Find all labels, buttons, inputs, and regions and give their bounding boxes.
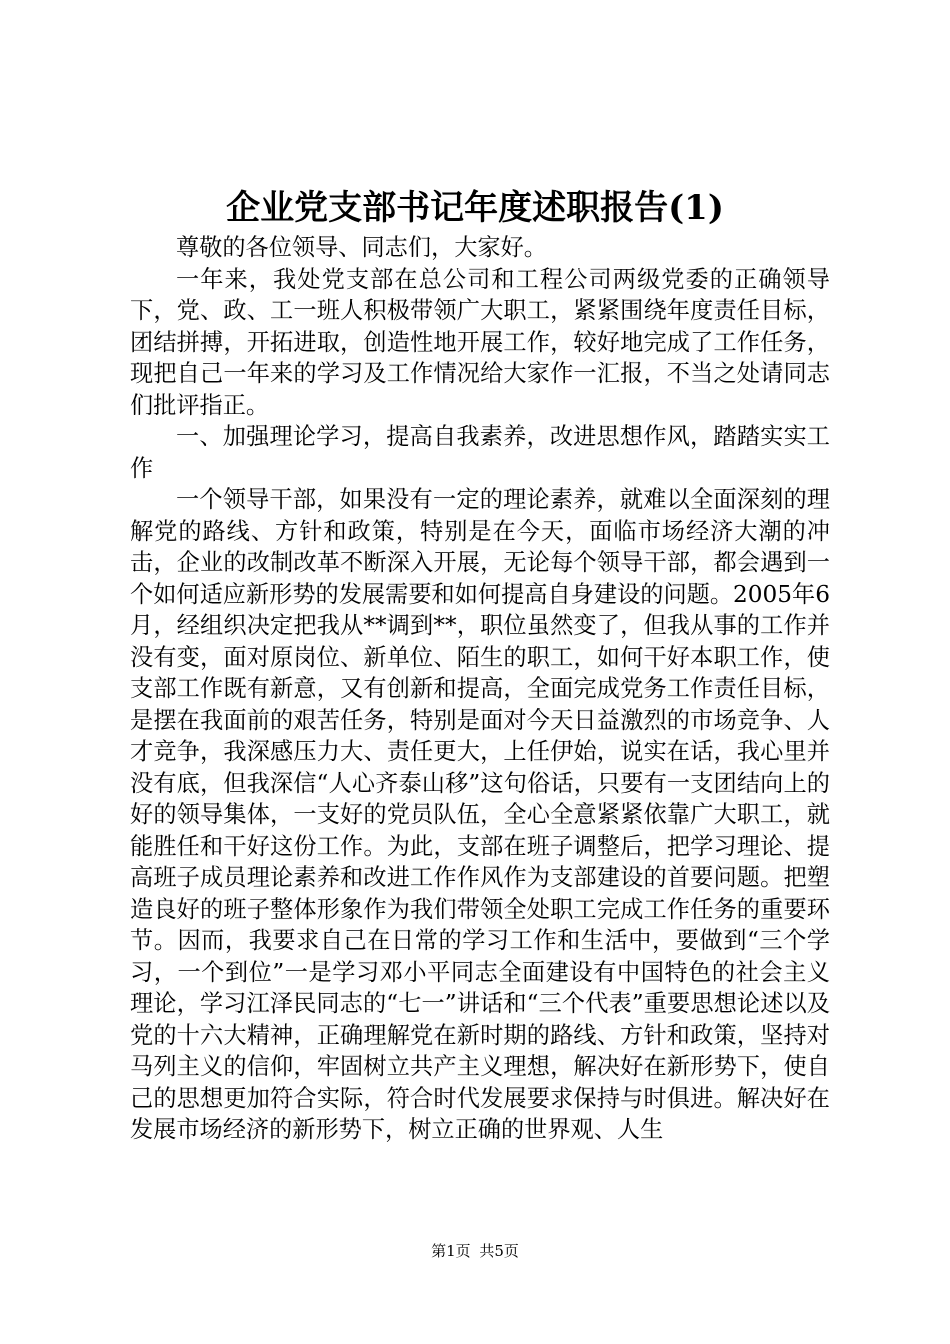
page-total: 共5页 xyxy=(479,1242,519,1260)
body-paragraph: 一个领导干部，如果没有一定的理论素养，就难以全面深刻的理解党的路线、方针和政策，特别是在今天，面临市场经济大潮的冲击，企业的改制改革不断深入开展，无论每个领导干部，都会遇到一个如何适应新形势的发展需要和如何提高自身建设的问题。2005年6月，经组织决定把我从**调到**，职位虽然变了，但我从事的工作并没有变，面对原岗位、新单位、陌生的职工，如何干好本职工作，使支部工作既有新意，又有创新和提高，全面完成党务工作责任目标，是摆在我面前的艰苦任务，特别是面对今天日益激烈的市场竞争、人才竞争，我深感压力大、责任更大，上任伊始，说实在话，我心里并没有底，但我深信“人心齐泰山移”这句俗话，只要有一支团结向上的好的领导集体，一支好的党员队伍，全心全意紧紧依靠广大职工，就能胜任和干好这份工作。为此，支部在班子调整后，把学习理论、提高班子成员理论素养和改进工作作风作为支部建设的首要问题。把塑造良好的班子整体形象作为我们带领全处职工完成工作任务的重要环节。因而，我要求自己在日常的学习工作和生活中，要做到“三个学习，一个到位”一是学习邓小平同志全面建设有中国特色的社会主义理论，学习江泽民同志的“七一”讲话和“三个代表”重要思想论述以及党的十六大精神，正确理解党在新时期的路线、方针和政策，坚持对马列主义的信仰，牢固树立共产主义理想，解决好在新形势下，使自己的思想更加符合实际，符合时代发展要求保持与时俱进。解决好在发展市场经济的新形势下，树立正确的世界观、人生 xyxy=(130,486,830,1143)
page-footer xyxy=(0,1240,950,1262)
intro-paragraph: 一年来，我处党支部在总公司和工程公司两级党委的正确领导下，党、政、工一班人积极带领广大职工，紧紧围绕年度责任目标，团结拼搏，开拓进取，创造性地开展工作，较好地完成了工作任务，现把自己一年来的学习及工作情况给大家作一汇报，不当之处请同志们批评指正。 xyxy=(130,265,830,419)
page-number: 第1页 xyxy=(431,1242,471,1260)
document-body xyxy=(130,232,830,1146)
document-title: 企业党支部书记年度述职报告(1) xyxy=(226,188,724,228)
greeting-paragraph: 尊敬的各位领导、同志们，大家好。 xyxy=(176,234,547,261)
section-heading-1: 一、加强理论学习，提高自我素养，改进思想作风，踏踏实实工作 xyxy=(130,423,830,482)
